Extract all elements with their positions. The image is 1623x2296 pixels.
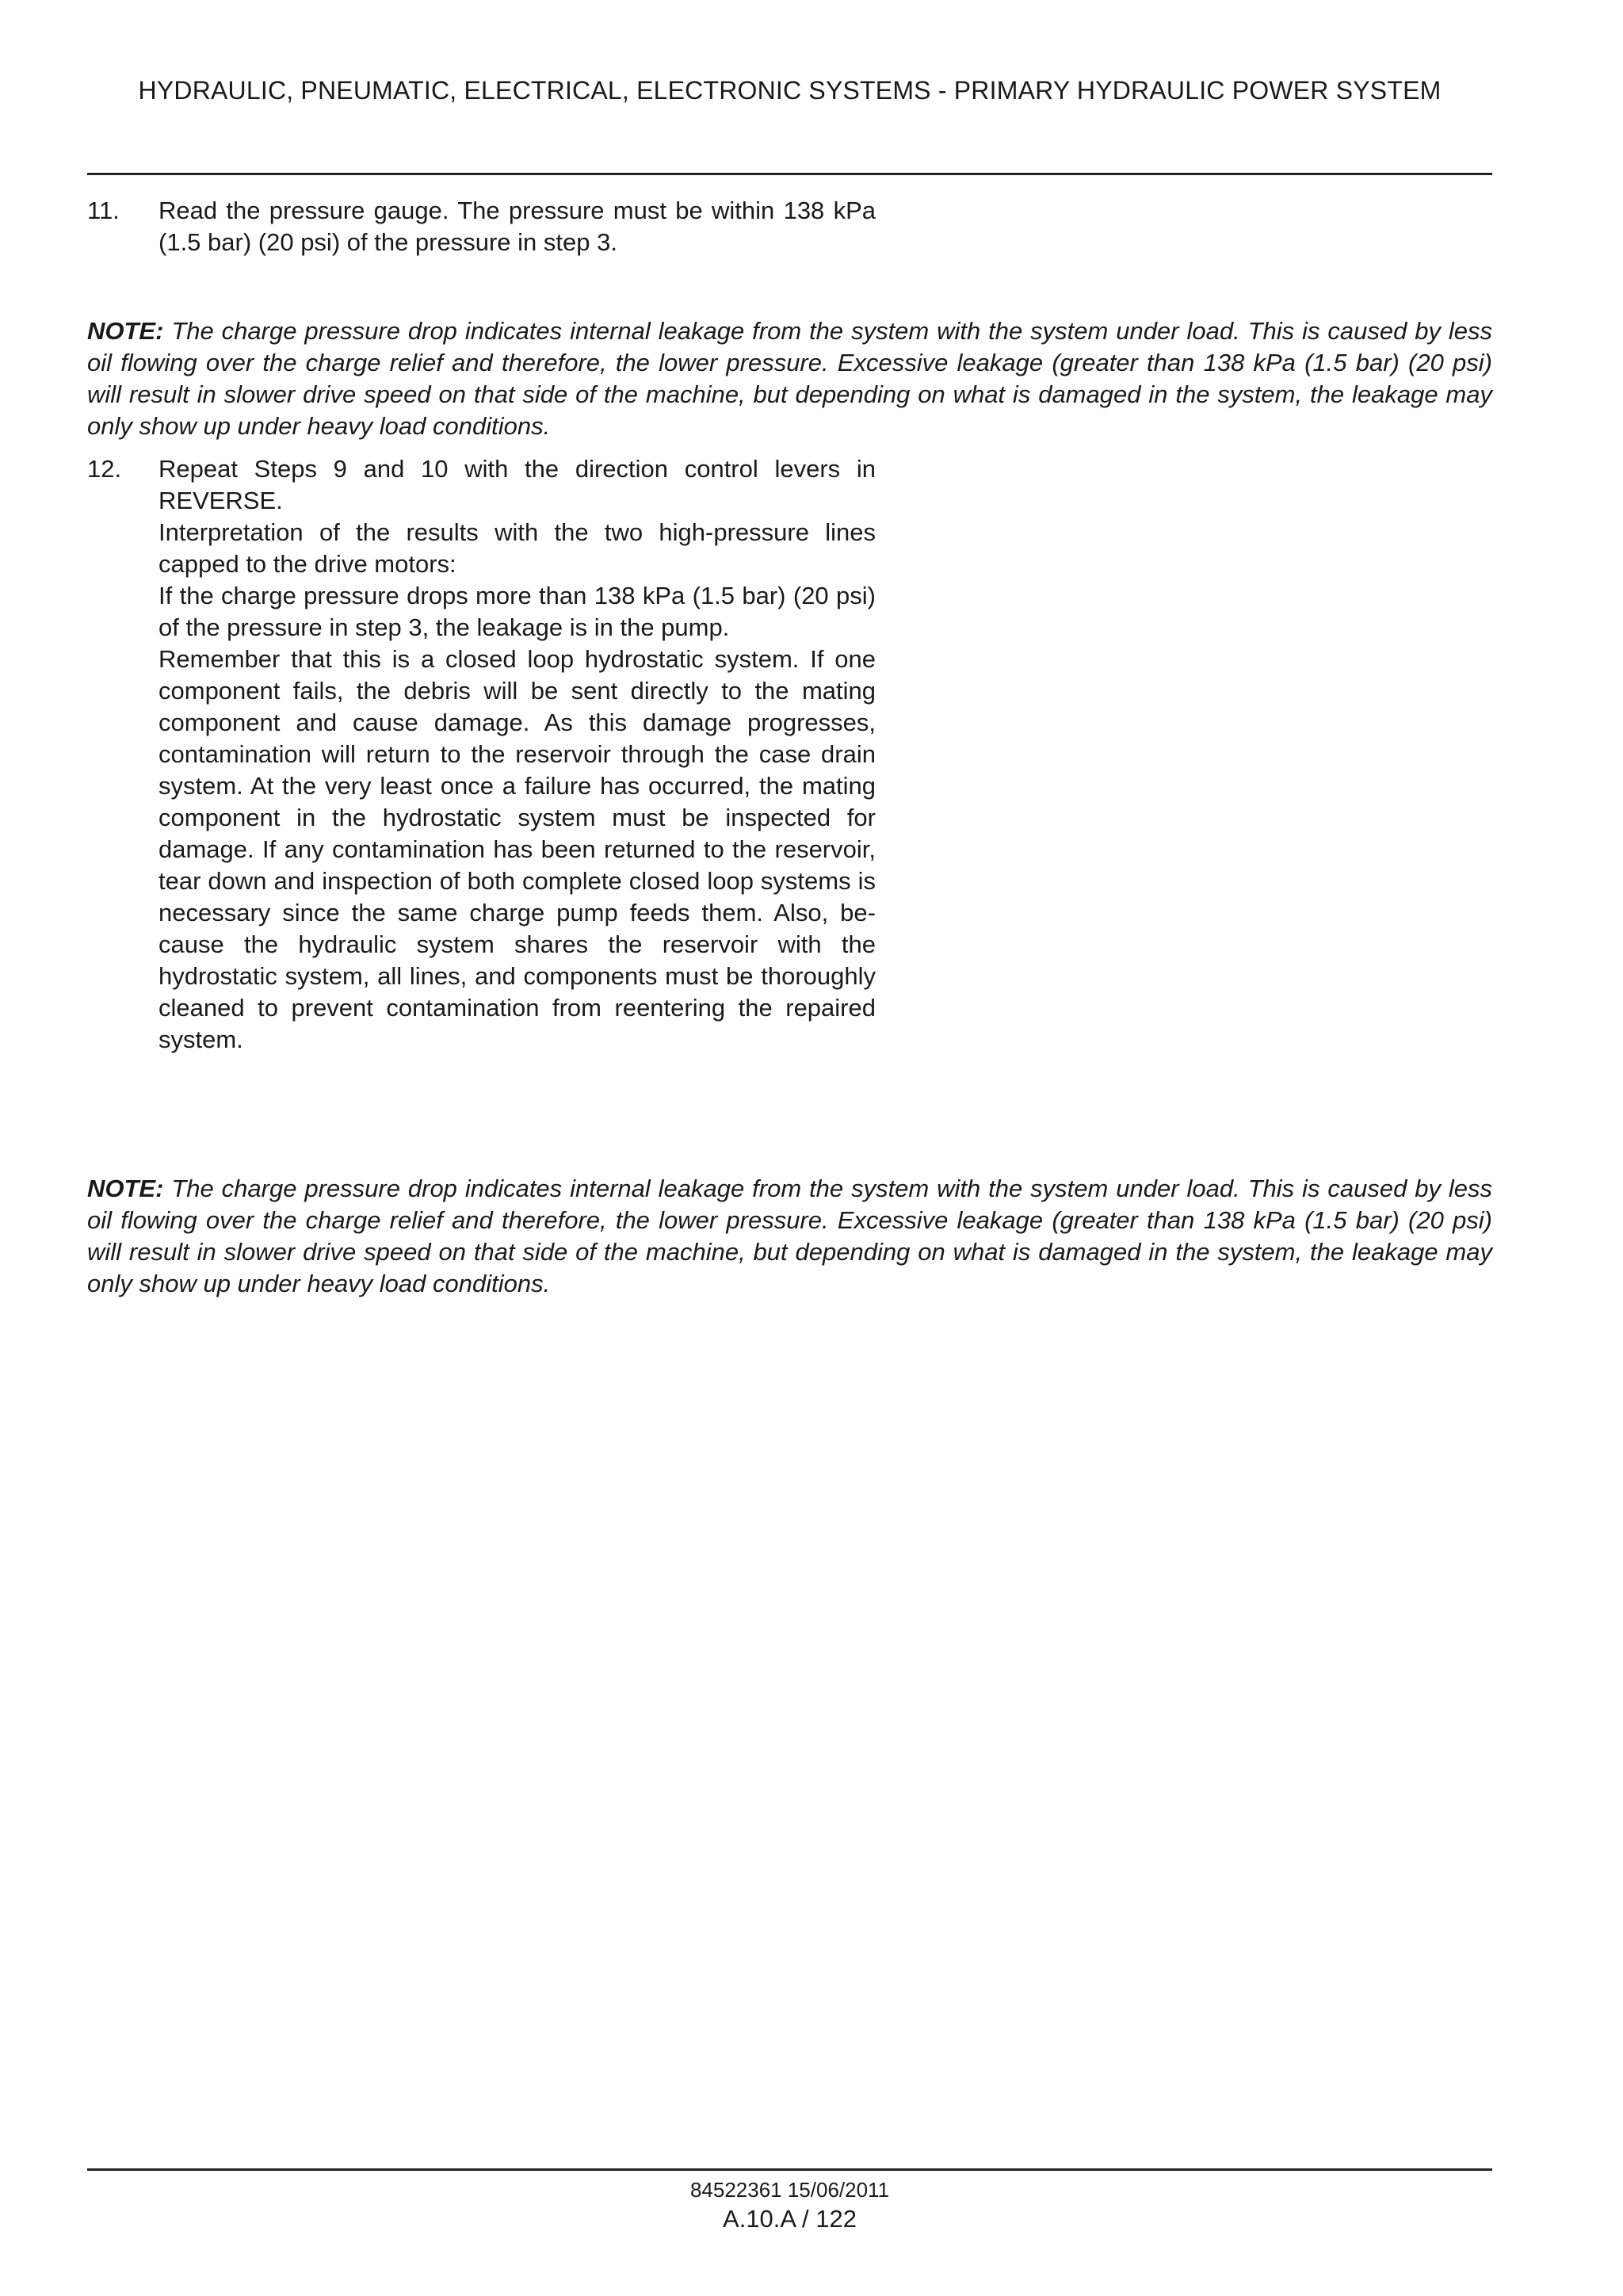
note-text: The charge pressure drop indicates internal leakage from the system with the system under load. This is caused by less oil flowing over the charge relief and therefore, the lower pressure. Excessive leakage (greater than 138 kPa (1.5 bar) (20 psi) will result in slower drive speed on that side of the machine, but depending on what is damaged in the system, the leakage may only show up under heavy load conditions. (87, 1175, 1492, 1297)
step-body (158, 195, 876, 258)
note-text: The charge pressure drop indicates internal leakage from the system with the system under load. This is caused by less oil flowing over the charge relief and therefore, the lower pressure. Excessive leakage (greater than 138 kPa (1.5 bar) (20 psi) will result in slower drive speed on that side of the machine, but depending on what is damaged in the system, the leakage may only show up under heavy load conditions. (87, 317, 1492, 440)
header-rule (87, 173, 1492, 175)
step-number: 11. (87, 197, 120, 224)
step-paragraph: Remember that this is a closed loop hydrostatic system. If one component fails, the debris will be sent directly to the mating component and cause damage. As this damage progresses, contamination will return to the reservoir through the case drain system. At the very least once a failure has occurred, the mating component in the hydrostatic system must be inspected for damage. If any contamination has been returned to the reservoir, tear down and inspection of both complete closed loop systems is necessary since the same charge pump feeds them. Also, because the hydraulic system shares the reservoir with the hydrostatic system, all lines, and components must be thoroughly cleaned to prevent contamination from reentering the repaired system. (158, 645, 876, 1053)
note-paragraph (87, 1173, 1492, 1300)
footer-page-number: A.10.A / 122 (723, 2205, 857, 2233)
step-paragraph: Read the pressure gauge. The pressure must be within 138 kPa (1.5 bar) (20 psi) of the pressure in step 3. (158, 197, 876, 256)
step-number: 12. (87, 455, 122, 483)
step-paragraph: If the charge pressure drops more than 138 kPa (1.5 bar) (20 psi) of the pressure in step 3, the leakage is in the pump. (158, 582, 876, 641)
footer-document-reference: 84522361 15/06/2011 (689, 2178, 890, 2202)
step-body (158, 453, 876, 1056)
note-label: NOTE: (87, 317, 164, 345)
footer-rule (87, 2168, 1492, 2171)
step-paragraph: Interpretation of the results with the two high-pressure lines capped to the drive motors: (158, 518, 876, 578)
note-paragraph (87, 315, 1492, 442)
page-header: HYDRAULIC, PNEUMATIC, ELECTRICAL, ELECTRONIC SYSTEMS - PRIMARY HYDRAULIC POWER SYSTEM (138, 76, 1442, 105)
note-label: NOTE: (87, 1175, 164, 1202)
step-paragraph: Repeat Steps 9 and 10 with the direction control levers in REVERSE. (158, 455, 876, 514)
